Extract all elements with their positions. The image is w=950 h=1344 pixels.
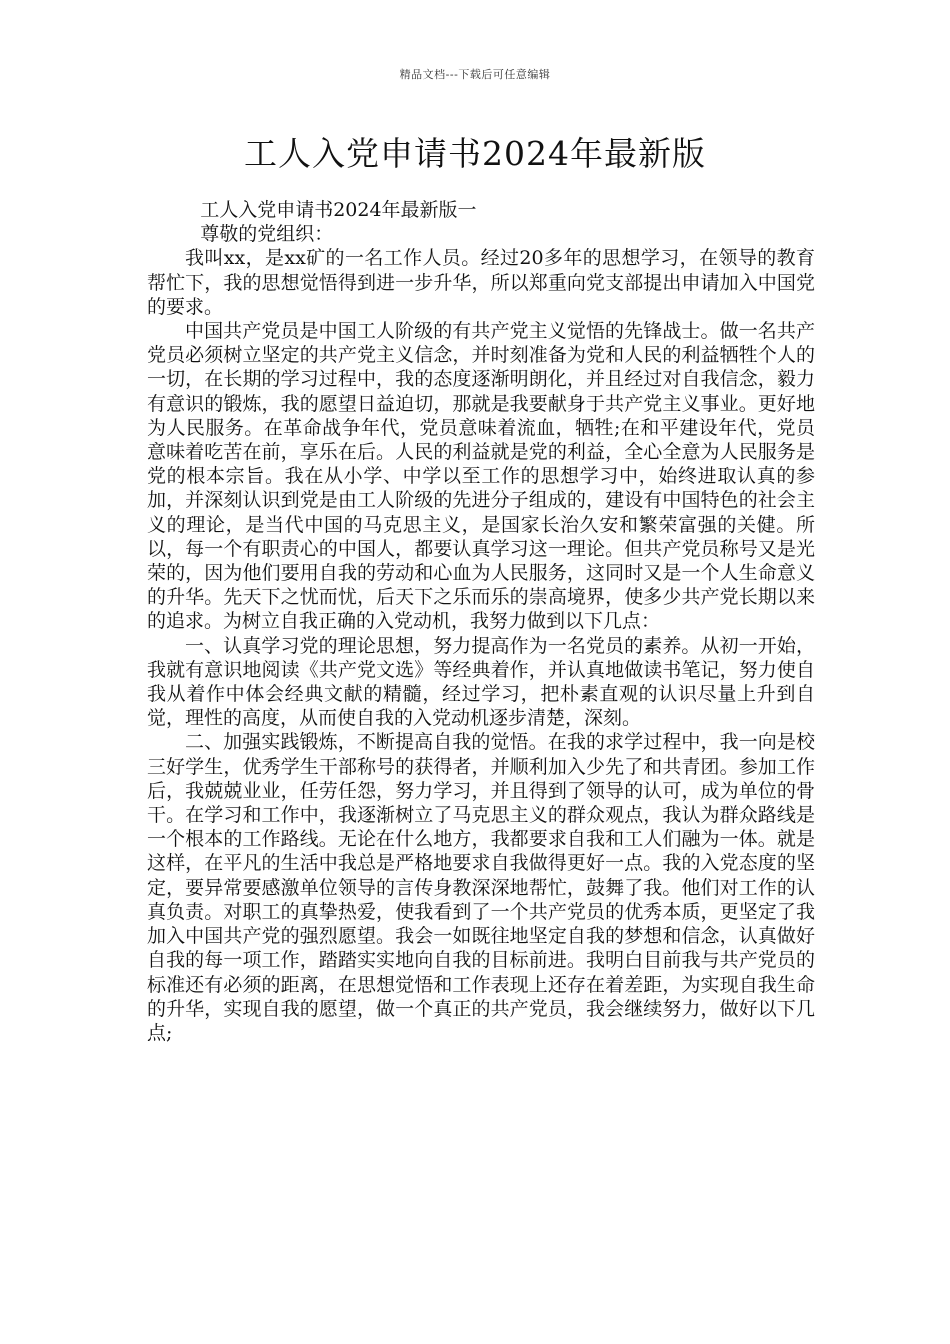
- paragraph-point-one: 一、认真学习党的理论思想，努力提高作为一名党员的素养。从初一开始，我就有意识地阅读《共产党文选》等经典着作，并认真地做读书笔记，努力使自我从着作中体会经典文献的精髓，经过学习，把朴素直观的认识尽量上升到自觉，理性的高度，从而使自我的入党动机逐步清楚，深刻。: [147, 634, 815, 730]
- paragraph-introduction: 我叫xx，是xx矿的一名工作人员。经过20多年的思想学习，在领导的教育帮忙下，我的思想觉悟得到进一步升华，所以郑重向党支部提出申请加入中国党的要求。: [147, 247, 815, 318]
- page-header: 精品文档---下载后可任意编辑: [399, 68, 551, 81]
- document-body: [147, 198, 815, 1045]
- salutation: 尊敬的党组织：: [200, 223, 334, 246]
- paragraph-point-two: 二、加强实践锻炼，不断提高自我的觉悟。在我的求学过程中，我一向是校三好学生，优秀学生干部称号的获得者，并顺利加入少先了和共青团。参加工作后，我兢兢业业，任劳任怨，努力学习，并且得到了领导的认可，成为单位的骨干。在学习和工作中，我逐渐树立了马克思主义的群众观点，我认为群众路线是一个根本的工作路线。无论在什么地方，我都要求自我和工人们融为一体。就是这样，在平凡的生活中我总是严格地要求自我做得更好一点。我的入党态度的坚定，要异常要感激单位领导的言传身教深深地帮忙，鼓舞了我。他们对工作的认真负责。对职工的真挚热爱，使我看到了一个共产党员的优秀本质，更坚定了我加入中国共产党的强烈愿望。我会一如既往地坚定自我的梦想和信念，认真做好自我的每一项工作，踏踏实实地向自我的目标前进。我明白目前我与共产党员的标准还有必须的距离，在思想觉悟和工作表现上还存在着差距，为实现自我生命的升华，实现自我的愿望，做一个真正的共产党员，我会继续努力，做好以下几点;: [147, 731, 815, 1044]
- document-subtitle: 工人入党申请书2024年最新版一: [200, 199, 477, 221]
- paragraph-party-member-duty: 中国共产党员是中国工人阶级的有共产党主义觉悟的先锋战士。做一名共产党员必须树立坚定的共产党主义信念，并时刻准备为党和人民的利益牺牲个人的一切，在长期的学习过程中，我的态度逐渐明朗化，并且经过对自我信念，毅力有意识的锻炼，我的愿望日益迫切，那就是我要献身于共产党主义事业。更好地为人民服务。在革命战争年代，党员意味着流血，牺牲;在和平建设年代，党员意味着吃苦在前，享乐在后。人民的利益就是党的利益，全心全意为人民服务是党的根本宗旨。我在从小学、中学以至工作的思想学习中，始终进取认真的参加，并深刻认识到党是由工人阶级的先进分子组成的，建设有中国特色的社会主义的理论，是当代中国的马克思主义，是国家长治久安和繁荣富强的关健。所以，每一个有职责心的中国人，都要认真学习这一理论。但共产党员称号又是光荣的，因为他们要用自我的劳动和心血为人民服务，这同时又是一个人生命意义的升华。先天下之忧而忧，后天下之乐而乐的崇高境界，使多少共产党长期以来的追求。为树立自我正确的入党动机，我努力做到以下几点：: [147, 320, 815, 633]
- document-title: 工人入党申请书2024年最新版: [244, 134, 706, 173]
